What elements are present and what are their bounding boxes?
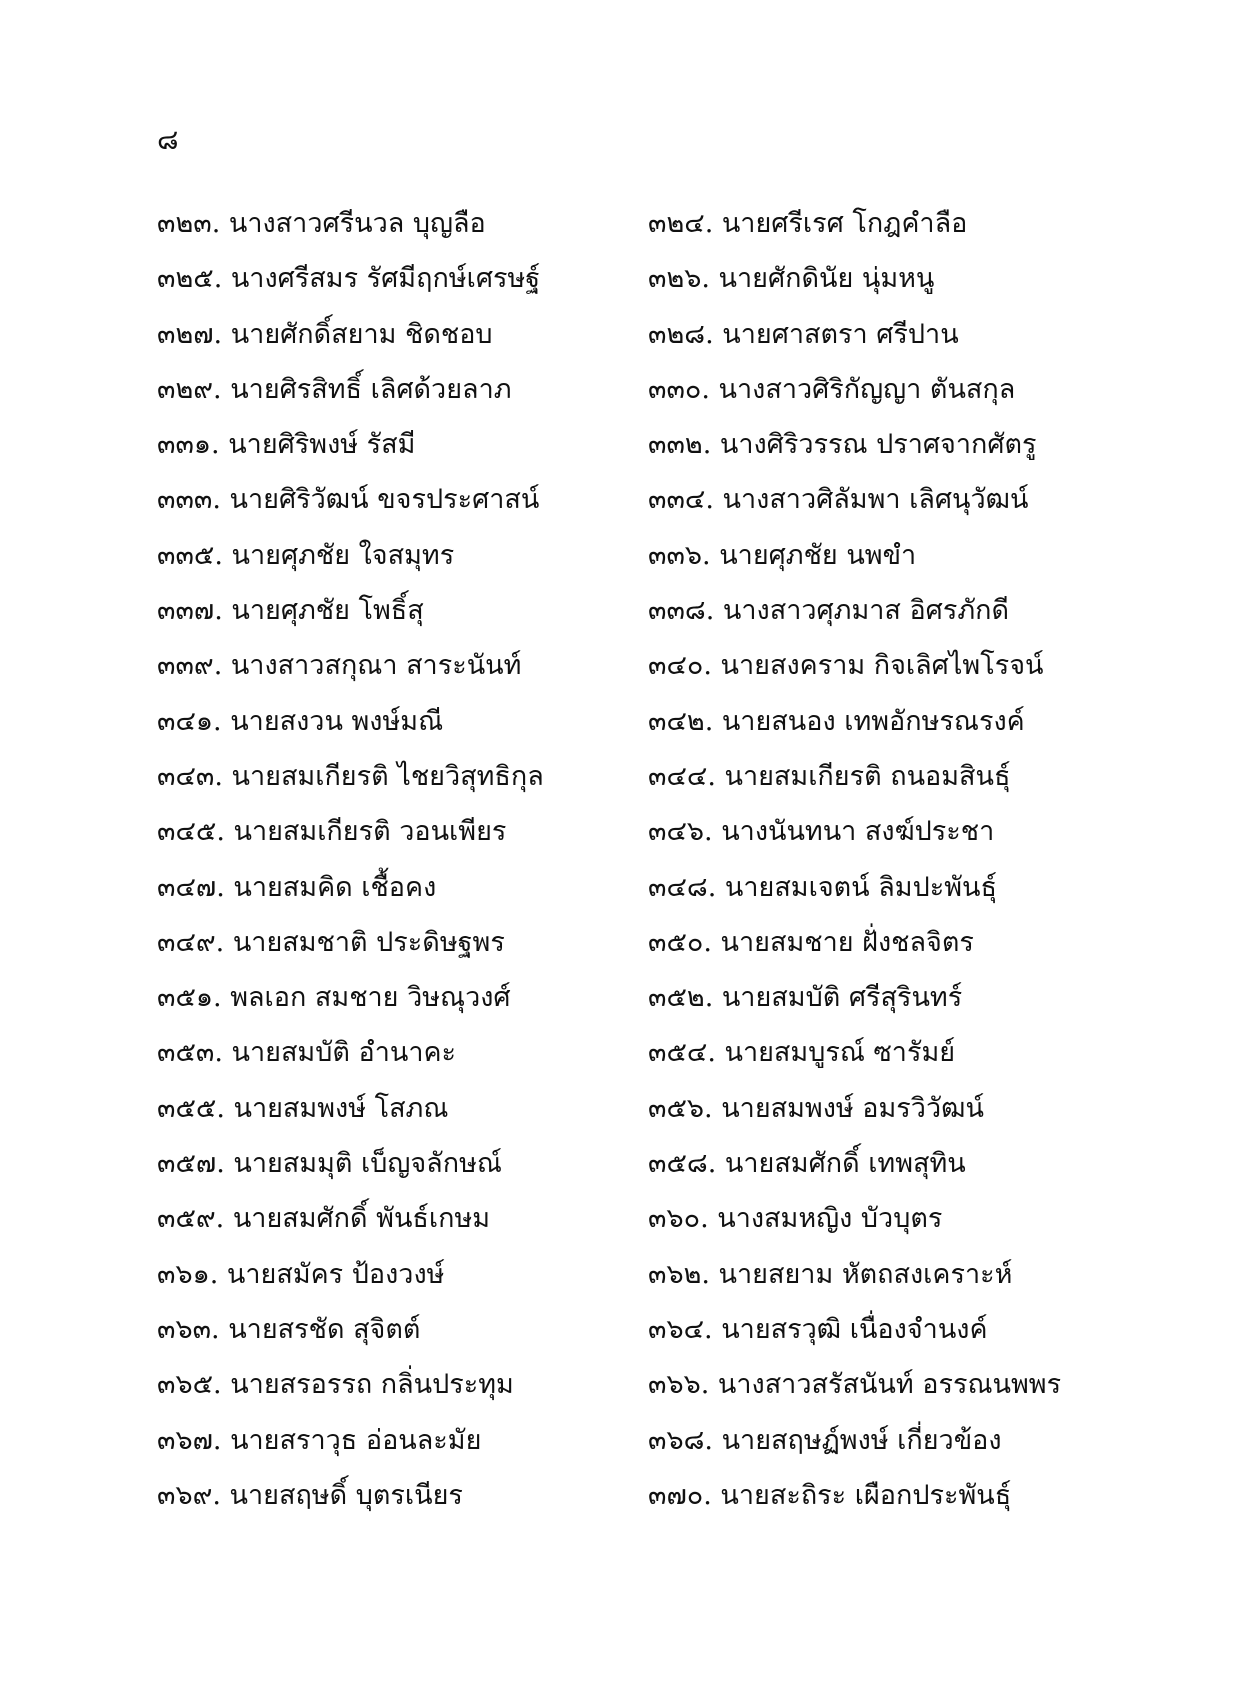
list-row	[0, 425, 1246, 480]
list-row	[0, 646, 1246, 701]
list-item: ๓๓๒. นางศิริวรรณ ปราศจากศัตรู	[648, 429, 1037, 461]
list-item: ๓๒๔. นายศรีเรศ โกฎคำลือ	[648, 208, 968, 239]
list-row	[0, 1365, 1246, 1420]
list-item: ๓๓๖. นายศุภชัย นพขำ	[648, 539, 917, 571]
list-row	[0, 923, 1246, 978]
list-item: ๓๒๘. นายศาสตรา ศรีปาน	[648, 318, 959, 350]
list-item: ๓๖๙. นายสฤษดิ์ บุตรเนียร	[157, 1479, 463, 1511]
list-row	[0, 757, 1246, 812]
list-row	[0, 868, 1246, 923]
list-item: ๓๖๓. นายสรชัด สุจิตต์	[157, 1313, 421, 1345]
list-item: ๓๔๙. นายสมชาติ ประดิษฐพร	[157, 926, 505, 958]
list-item: ๓๔๘. นายสมเจตน์ ลิมปะพันธุ์	[648, 871, 997, 903]
list-item: ๓๒๙. นายศิรสิทธิ์ เลิศด้วยลาภ	[157, 373, 512, 405]
list-row	[0, 591, 1246, 646]
list-item: ๓๕๒. นายสมบัติ ศรีสุรินทร์	[648, 982, 963, 1014]
list-row	[0, 315, 1246, 370]
list-item: ๓๒๓. นางสาวศรีนวล บุญลือ	[157, 208, 486, 239]
list-item: ๓๕๔. นายสมบูรณ์ ซารัมย์	[648, 1037, 956, 1069]
list-item: ๓๔๓. นายสมเกียรติ ไชยวิสุทธิกุล	[157, 760, 544, 792]
list-row	[0, 204, 1246, 259]
list-row	[0, 1089, 1246, 1144]
list-row	[0, 1144, 1246, 1199]
list-item: ๓๕๓. นายสมบัติ อำนาคะ	[157, 1037, 457, 1069]
list-item: ๓๕๙. นายสมศักดิ์ พันธ์เกษม	[157, 1203, 491, 1235]
list-item: ๓๖๖. นางสาวสรัสนันท์ อรรณนพพร	[648, 1369, 1062, 1401]
list-item: ๓๔๑. นายสงวน พงษ์มณี	[157, 705, 444, 737]
list-item: ๓๖๗. นายสราวุธ อ่อนละมัย	[157, 1424, 482, 1456]
list-row	[0, 370, 1246, 425]
list-item: ๓๔๗. นายสมคิด เชื้อคง	[157, 871, 437, 903]
list-row	[0, 978, 1246, 1033]
list-item: ๓๓๗. นายศุภชัย โพธิ์สุ	[157, 595, 424, 627]
list-item: ๓๓๐. นางสาวศิริกัญญา ตันสกุล	[648, 373, 1016, 405]
list-item: ๓๓๔. นางสาวศิลัมพา เลิศนุวัฒน์	[648, 484, 1029, 516]
list-item: ๓๖๑. นายสมัคร ป้องวงษ์	[157, 1258, 445, 1290]
list-item: ๓๕๐. นายสมชาย ฝั่งชลจิตร	[648, 926, 974, 958]
list-item: ๓๕๕. นายสมพงษ์ โสภณ	[157, 1092, 449, 1124]
page-number: ๘	[157, 123, 179, 156]
list-row	[0, 480, 1246, 535]
list-row	[0, 1421, 1246, 1476]
list-item: ๓๓๑. นายศิริพงษ์ รัสมี	[157, 429, 416, 461]
list-item: ๓๗๐. นายสะถิระ เผือกประพันธุ์	[648, 1479, 1012, 1511]
list-item: ๓๔๕. นายสมเกียรติ วอนเพียร	[157, 816, 507, 848]
list-item: ๓๖๕. นายสรอรรถ กลิ่นประทุม	[157, 1369, 514, 1401]
member-name-list	[0, 204, 1246, 1531]
list-item: ๓๖๐. นางสมหญิง บัวบุตร	[648, 1203, 943, 1235]
list-row	[0, 812, 1246, 867]
list-row	[0, 259, 1246, 314]
list-item: ๓๖๒. นายสยาม หัตถสงเคราะห์	[648, 1258, 1013, 1290]
list-item: ๓๕๑. พลเอก สมชาย วิษณุวงศ์	[157, 982, 511, 1014]
list-item: ๓๒๕. นางศรีสมร รัศมีฤกษ์เศรษฐ์	[157, 263, 541, 295]
list-row	[0, 702, 1246, 757]
list-item: ๓๒๖. นายศักดินัย นุ่มหนู	[648, 263, 935, 295]
list-row	[0, 1255, 1246, 1310]
list-item: ๓๖๔. นายสรวุฒิ เนื่องจำนงค์	[648, 1313, 988, 1345]
list-item: ๓๔๔. นายสมเกียรติ ถนอมสินธุ์	[648, 760, 1011, 792]
list-item: ๓๔๒. นายสนอง เทพอักษรณรงค์	[648, 705, 1025, 737]
list-item: ๓๔๖. นางนันทนา สงฆ์ประชา	[648, 816, 995, 848]
list-item: ๓๕๘. นายสมศักดิ์ เทพสุทิน	[648, 1148, 966, 1180]
list-item: ๓๒๗. นายศักดิ์สยาม ชิดชอบ	[157, 318, 493, 350]
list-item: ๓๔๐. นายสงคราม กิจเลิศไพโรจน์	[648, 650, 1044, 682]
list-item: ๓๓๕. นายศุภชัย ใจสมุทร	[157, 539, 455, 571]
list-row	[0, 1476, 1246, 1531]
list-item: ๓๓๙. นางสาวสกุณา สาระนันท์	[157, 650, 522, 682]
list-row	[0, 1033, 1246, 1088]
list-item: ๓๕๖. นายสมพงษ์ อมรวิวัฒน์	[648, 1092, 984, 1124]
list-row	[0, 536, 1246, 591]
list-item: ๓๖๘. นายสฤษฏ์พงษ์ เกี่ยวข้อง	[648, 1424, 1002, 1456]
list-row	[0, 1199, 1246, 1254]
list-item: ๓๓๘. นางสาวศุภมาส อิศรภักดี	[648, 595, 1010, 627]
list-item: ๓๓๓. นายศิริวัฒน์ ขจรประศาสน์	[157, 484, 540, 516]
list-item: ๓๕๗. นายสมมุติ เบ็ญจลักษณ์	[157, 1148, 502, 1180]
list-row	[0, 1310, 1246, 1365]
